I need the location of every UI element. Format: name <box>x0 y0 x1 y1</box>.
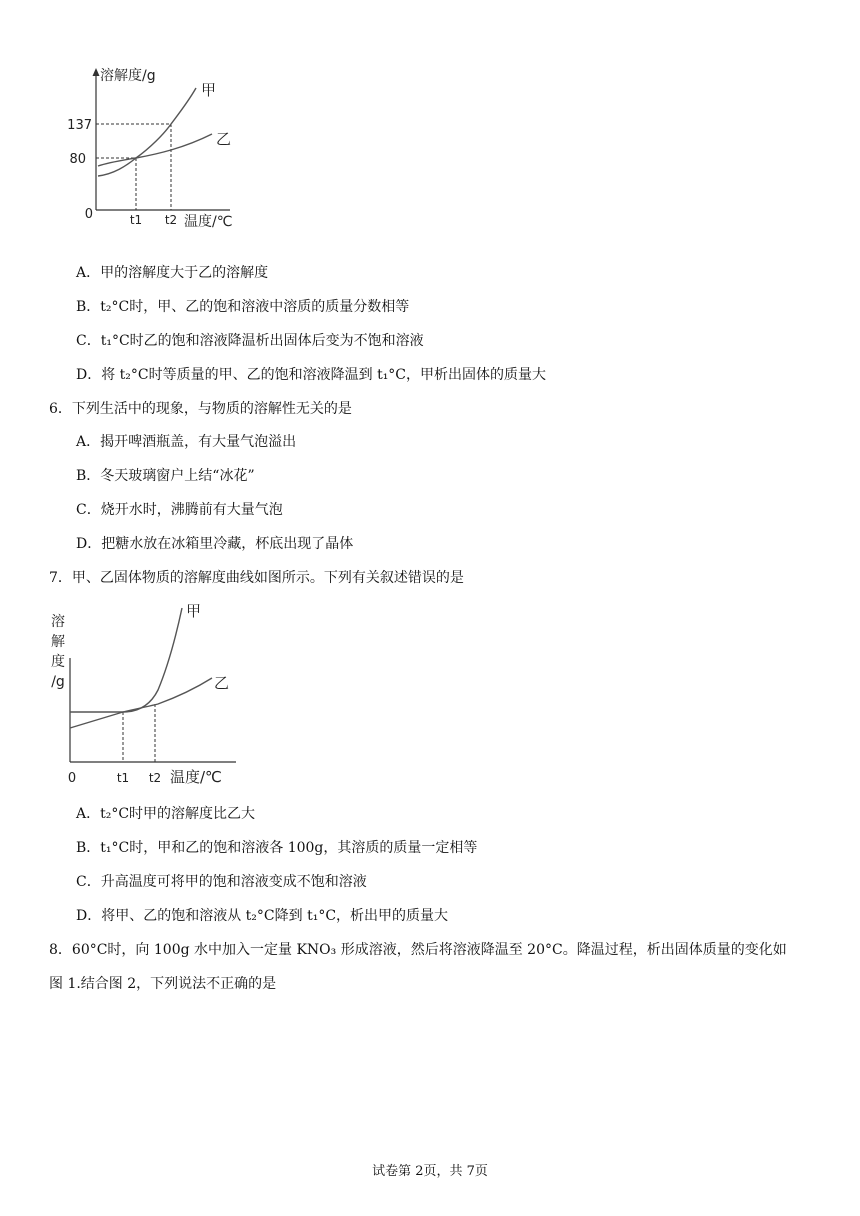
y-axis-label-4: /g <box>51 674 65 690</box>
q7-option-a: A．t₂°C时甲的溶解度比乙大 <box>76 806 256 822</box>
q8-stem-line2: 图 1.结合图 2，下列说法不正确的是 <box>49 976 277 992</box>
q6-option-a: A．揭开啤酒瓶盖，有大量气泡溢出 <box>76 434 297 450</box>
curve-yi <box>98 134 212 166</box>
solubility-chart-1 <box>67 62 250 232</box>
y-axis-arrow <box>93 68 100 76</box>
q7-option-c: C．升高温度可将甲的饱和溶液变成不饱和溶液 <box>76 874 367 890</box>
tick-80: 80 <box>69 152 86 167</box>
q7-option-b: B．t₁°C时，甲和乙的饱和溶液各 100g，其溶质的质量一定相等 <box>76 840 478 856</box>
q6-option-b: B．冬天玻璃窗户上结“冰花” <box>76 468 255 484</box>
series-label-yi: 乙 <box>214 674 230 692</box>
x-axis-label: 温度/℃ <box>170 768 222 786</box>
origin-label: 0 <box>84 207 93 222</box>
y-axis-label-2: 解 <box>51 634 65 650</box>
tick-137: 137 <box>67 118 92 133</box>
series-label-jia: 甲 <box>201 81 217 99</box>
tick-t1: t1 <box>129 213 143 227</box>
q5-option-b: B．t₂°C时，甲、乙的饱和溶液中溶质的质量分数相等 <box>76 299 410 315</box>
y-axis-label-3: 度 <box>51 654 65 670</box>
y-axis-label: 溶解度/g <box>100 68 156 84</box>
q5-option-d: D．将 t₂°C时等质量的甲、乙的饱和溶液降温到 t₁°C，甲析出固体的质量大 <box>76 367 547 383</box>
series-label-yi: 乙 <box>216 130 232 148</box>
tick-t2: t2 <box>164 213 178 227</box>
q7-option-d: D．将甲、乙的饱和溶液从 t₂°C降到 t₁°C，析出甲的质量大 <box>76 908 449 924</box>
solubility-chart-2 <box>46 600 246 790</box>
origin-label: 0 <box>67 771 77 786</box>
tick-t2: t2 <box>148 771 162 785</box>
q6-option-c: C．烧开水时，沸腾前有大量气泡 <box>76 502 283 518</box>
q5-option-c: C．t₁°C时乙的饱和溶液降温析出固体后变为不饱和溶液 <box>76 333 424 349</box>
q6-option-d: D．把糖水放在冰箱里冷藏，杯底出现了晶体 <box>76 536 354 552</box>
q7-stem: 7．甲、乙固体物质的溶解度曲线如图所示。下列有关叙述错误的是 <box>49 570 464 586</box>
q8-stem-line1: 8．60°C时，向 100g 水中加入一定量 KNO₃ 形成溶液，然后将溶液降温至 20°C。降温过程，析出固体质量的变化如 <box>49 942 787 958</box>
page-footer: 试卷第 2页，共 7页 <box>372 1164 488 1179</box>
tick-t1: t1 <box>116 771 130 785</box>
curve-jia <box>70 608 182 712</box>
x-axis-label: 温度/℃ <box>184 214 233 230</box>
curve-yi <box>70 678 212 728</box>
y-axis-label-1: 溶 <box>51 614 65 630</box>
series-label-jia: 甲 <box>186 602 202 620</box>
q5-option-a: A．甲的溶解度大于乙的溶解度 <box>76 265 269 281</box>
q6-stem: 6．下列生活中的现象，与物质的溶解性无关的是 <box>49 401 352 417</box>
